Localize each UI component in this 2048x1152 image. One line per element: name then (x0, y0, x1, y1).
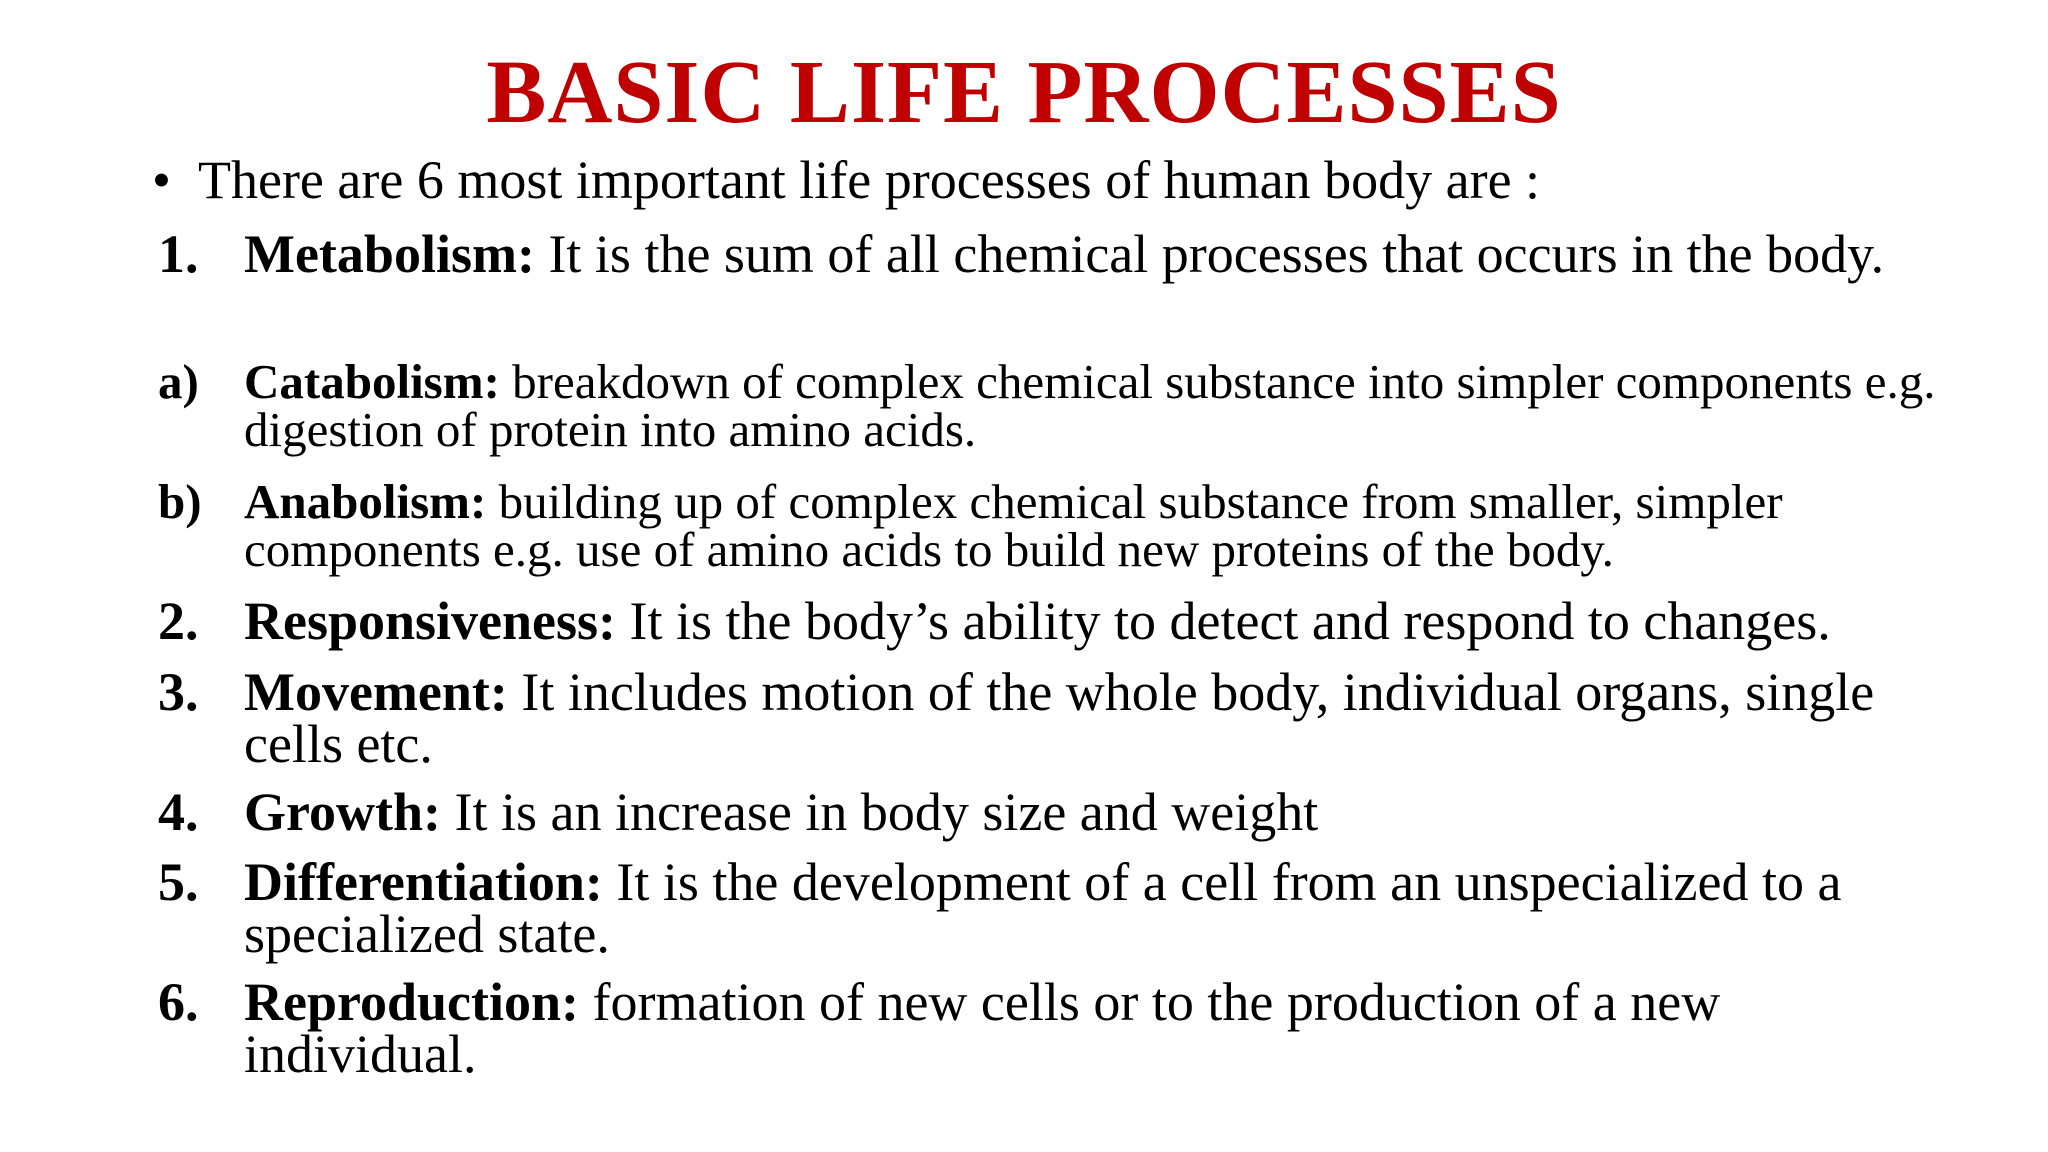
item-term: Movement: (244, 662, 508, 722)
item-text (244, 591, 1958, 651)
item-description: It is an increase in body size and weight (441, 782, 1319, 842)
item-description: breakdown of complex chemical substance into simpler components e.g. digestion of protein into amino acids. (244, 354, 1936, 457)
item-text (244, 972, 1958, 1084)
list-item-metabolism (158, 224, 1958, 284)
item-description: building up of complex chemical substance from smaller, simpler components e.g. use of amino acids to build new proteins of the body. (244, 474, 1783, 577)
item-text (244, 354, 1958, 457)
intro-line (152, 148, 1540, 212)
item-description: It is the sum of all chemical processes that occurs in the body. (534, 224, 1885, 284)
item-marker: 6. (158, 972, 199, 1032)
list-item-responsiveness (158, 591, 1958, 651)
list-item-reproduction (158, 972, 1958, 1084)
item-description: formation of new cells or to the production of a new individual. (244, 972, 1721, 1084)
item-term: Catabolism: (244, 354, 500, 409)
item-text (244, 662, 1958, 774)
item-term: Responsiveness: (244, 591, 617, 651)
item-term: Anabolism: (244, 474, 487, 529)
item-description: It is the development of a cell from an unspecialized to a specialized state. (244, 852, 1842, 964)
item-marker: a) (158, 354, 199, 409)
intro-text: There are 6 most important life processes of human body are : (198, 150, 1541, 210)
list-item-catabolism (158, 354, 1958, 457)
item-marker: b) (158, 474, 202, 529)
item-term: Reproduction: (244, 972, 580, 1032)
item-description: It includes motion of the whole body, individual organs, single cells etc. (244, 662, 1875, 774)
item-text (244, 852, 1958, 964)
slide-title: BASIC LIFE PROCESSES (486, 43, 1562, 142)
item-text (244, 474, 1958, 577)
bullet-icon: • (152, 150, 171, 210)
item-marker: 3. (158, 662, 199, 722)
item-term: Metabolism: (244, 224, 535, 284)
item-description: It is the body’s ability to detect and respond to changes. (616, 591, 1831, 651)
list-item-differentiation (158, 852, 1958, 964)
item-marker: 4. (158, 782, 199, 842)
item-term: Growth: (244, 782, 441, 842)
item-marker: 1. (158, 224, 199, 284)
item-text (244, 782, 1958, 842)
item-text (244, 224, 1958, 284)
item-marker: 2. (158, 591, 199, 651)
list-item-movement (158, 662, 1958, 774)
item-term: Differentiation: (244, 852, 603, 912)
list-item-anabolism (158, 474, 1958, 577)
list-item-growth (158, 782, 1958, 842)
item-marker: 5. (158, 852, 199, 912)
